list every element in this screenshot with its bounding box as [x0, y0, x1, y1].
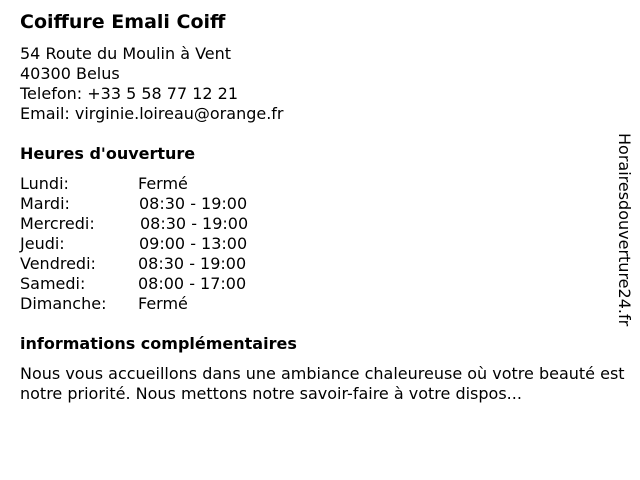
time-value: Fermé: [138, 294, 188, 313]
time-value: 08:00 - 17:00: [138, 274, 247, 293]
time-value: Fermé: [138, 174, 188, 193]
additional-info-text: Nous vous accueillons dans une ambiance chaleureuse où votre beauté est notre priorité. Nous mettons notre savoir-faire à votre dispos...: [20, 364, 625, 403]
time-value: 08:30 - 19:00: [140, 214, 249, 233]
hours-row-tuesday: [20, 194, 320, 214]
hours-row-thursday: [20, 234, 320, 254]
hours-row-saturday: [20, 274, 320, 294]
opening-hours-heading: Heures d'ouverture: [20, 144, 196, 163]
phone-line: Telefon: +33 5 58 77 12 21: [20, 84, 239, 103]
additional-info-heading: informations complémentaires: [20, 334, 297, 353]
opening-hours-table: [20, 174, 320, 314]
address-street: 54 Route du Moulin à Vent: [20, 44, 232, 63]
day-label: Dimanche:: [20, 294, 107, 313]
time-value: 08:30 - 19:00: [139, 194, 248, 213]
time-value: 09:00 - 13:00: [139, 234, 248, 253]
day-label: Mercredi:: [20, 214, 95, 233]
hours-row-wednesday: [20, 214, 320, 234]
hours-row-monday: [20, 174, 320, 194]
hours-row-friday: [20, 254, 320, 274]
contact-block: [20, 44, 284, 124]
day-label: Jeudi:: [20, 234, 65, 253]
day-label: Samedi:: [20, 274, 86, 293]
email-line: Email: virginie.loireau@orange.fr: [20, 104, 284, 123]
day-label: Vendredi:: [20, 254, 96, 273]
address-city: 40300 Belus: [20, 64, 120, 83]
site-watermark: Horairesdouverture24.fr: [615, 133, 634, 327]
day-label: Lundi:: [20, 174, 69, 193]
business-name: Coiffure Emali Coiff: [20, 11, 226, 33]
hours-row-sunday: [20, 294, 320, 314]
day-label: Mardi:: [20, 194, 70, 213]
time-value: 08:30 - 19:00: [138, 254, 247, 273]
